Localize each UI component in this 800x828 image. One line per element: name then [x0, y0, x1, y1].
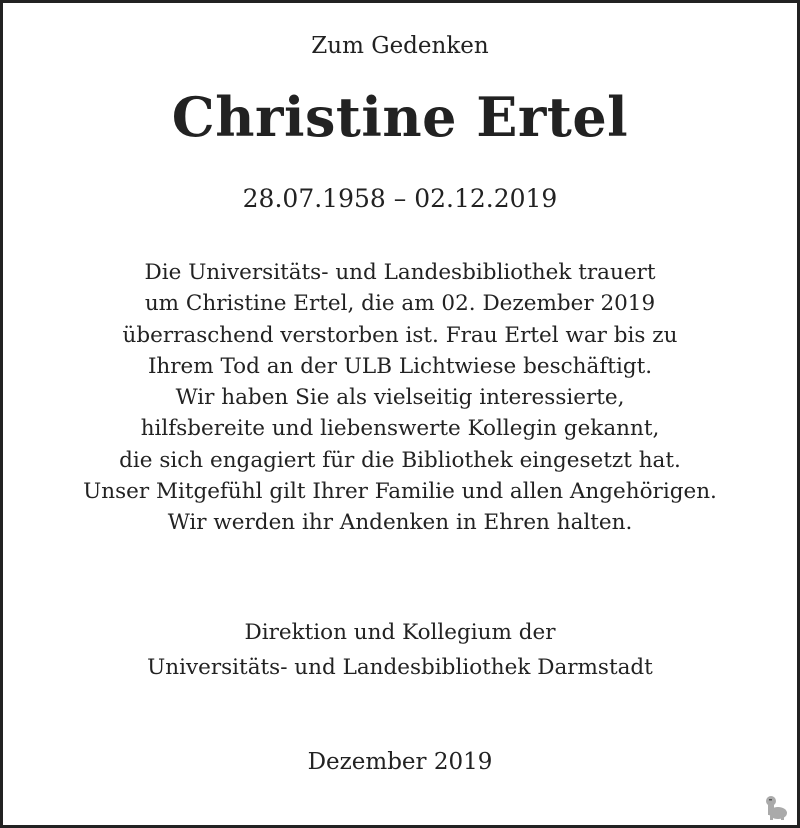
signature-line: Universitäts- und Landesbibliothek Darmstadt — [147, 655, 653, 680]
notice-heading: Zum Gedenken — [311, 33, 489, 59]
body-line: Ihrem Tod an der ULB Lichtwiese beschäftigt. — [147, 353, 653, 379]
footer-date: Dezember 2019 — [307, 749, 493, 775]
body-line: überraschend verstorben ist. Frau Ertel war bis zu — [122, 322, 678, 348]
body-line: die sich engagiert für die Bibliothek eingesetzt hat. — [119, 447, 681, 473]
notice-body — [3, 257, 797, 539]
life-dates: 28.07.1958 – 02.12.2019 — [242, 184, 558, 213]
body-line: hilfsbereite und liebenswerte Kollegin gekannt, — [140, 416, 660, 442]
body-line: Unser Mitgefühl gilt Ihrer Familie und allen Angehörigen. — [83, 479, 717, 505]
signature-line: Direktion und Kollegium der — [244, 620, 556, 645]
deceased-name: Christine Ertel — [171, 85, 629, 149]
signature — [3, 615, 797, 685]
body-line: Wir werden ihr Andenken in Ehren halten. — [167, 510, 633, 536]
turtle-icon — [761, 791, 789, 821]
body-line: Wir haben Sie als vielseitig interessierte, — [175, 385, 625, 411]
body-line: um Christine Ertel, die am 02. Dezember 2019 — [144, 291, 656, 317]
body-line: Die Universitäts- und Landesbibliothek trauert — [144, 260, 656, 285]
